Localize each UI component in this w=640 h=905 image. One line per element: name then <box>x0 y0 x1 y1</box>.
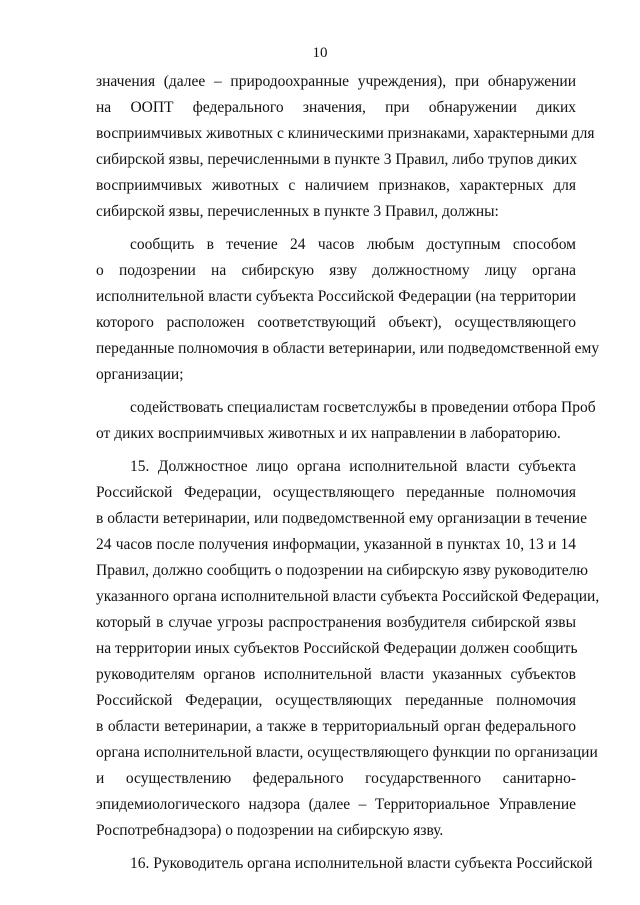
text-line: в области ветеринарии, или подведомственной ему организации в течение <box>96 510 587 527</box>
text-line: на ООПТ федерального значения, при обнаружении диких <box>96 99 576 116</box>
text-line: руководителям органов исполнительной власти указанных субъектов <box>96 666 576 683</box>
text-line: и осуществлению федерального государственного санитарно- <box>96 770 576 787</box>
text-line: 15. Должностное лицо органа исполнительной власти субъекта <box>130 458 576 475</box>
text-line: переданные полномочия в области ветеринарии, или подведомственной ему <box>96 340 600 357</box>
text-line: восприимчивых животных с клиническими признаками, характерными для <box>96 125 595 142</box>
text-line: Российской Федерации, осуществляющих переданные полномочия <box>96 692 576 709</box>
text-line: значения (далее – природоохранные учреждения), при обнаружении <box>96 73 576 90</box>
text-line: который в случае угрозы распространения возбудителя сибирской язвы <box>96 614 576 631</box>
text-line: от диких восприимчивых животных и их направлении в лабораторию. <box>96 425 561 442</box>
paragraph-report <box>96 232 600 388</box>
text-line: эпидемиологического надзора (далее – Территориальное Управление <box>96 796 576 813</box>
text-line: сообщить в течение 24 часов любым доступным способом <box>130 236 576 253</box>
text-line: организации; <box>96 366 184 383</box>
text-line: восприимчивых животных с наличием признаков, характерных для <box>96 177 576 194</box>
text-line: указанного органа исполнительной власти субъекта Российской Федерации, <box>96 588 600 605</box>
text-line: которого расположен соответствующий объект), осуществляющего <box>96 314 576 331</box>
text-line: сибирской язвы, перечисленными в пункте 3 Правил, либо трупов диких <box>96 151 578 168</box>
text-line: исполнительной власти субъекта Российской Федерации (на территории <box>96 288 576 305</box>
text-line: содействовать специалистам госветслужбы в проведении отбора Проб <box>130 399 596 416</box>
text-line: в области ветеринарии, а также в территориальный орган федерального <box>96 718 576 735</box>
text-line: Правил, должно сообщить о подозрении на сибирскую язву руководителю <box>96 562 588 579</box>
paragraph-assist <box>96 395 596 447</box>
text-line: Российской Федерации, осуществляющего переданные полномочия <box>96 484 576 501</box>
text-line: Роспотребнадзора) о подозрении на сибирскую язву. <box>96 822 444 839</box>
page-number: 10 <box>312 45 328 61</box>
text-line: сибирской язвы, перечисленных в пункте 3 Правил, должны: <box>96 203 499 220</box>
document-body <box>96 69 600 877</box>
text-line: органа исполнительной власти, осуществляющего функции по организации <box>96 744 598 761</box>
text-line: 24 часов после получения информации, указанной в пунктах 10, 13 и 14 <box>96 536 576 553</box>
text-line: о подозрении на сибирскую язву должностному лицу органа <box>96 262 576 279</box>
paragraph-item-15 <box>96 454 600 844</box>
text-line: на территории иных субъектов Российской Федерации должен сообщить <box>96 640 578 657</box>
paragraph-item-16 <box>96 851 593 877</box>
paragraph-14-continuation <box>96 69 595 225</box>
text-line: 16. Руководитель органа исполнительной власти субъекта Российской <box>130 855 593 872</box>
